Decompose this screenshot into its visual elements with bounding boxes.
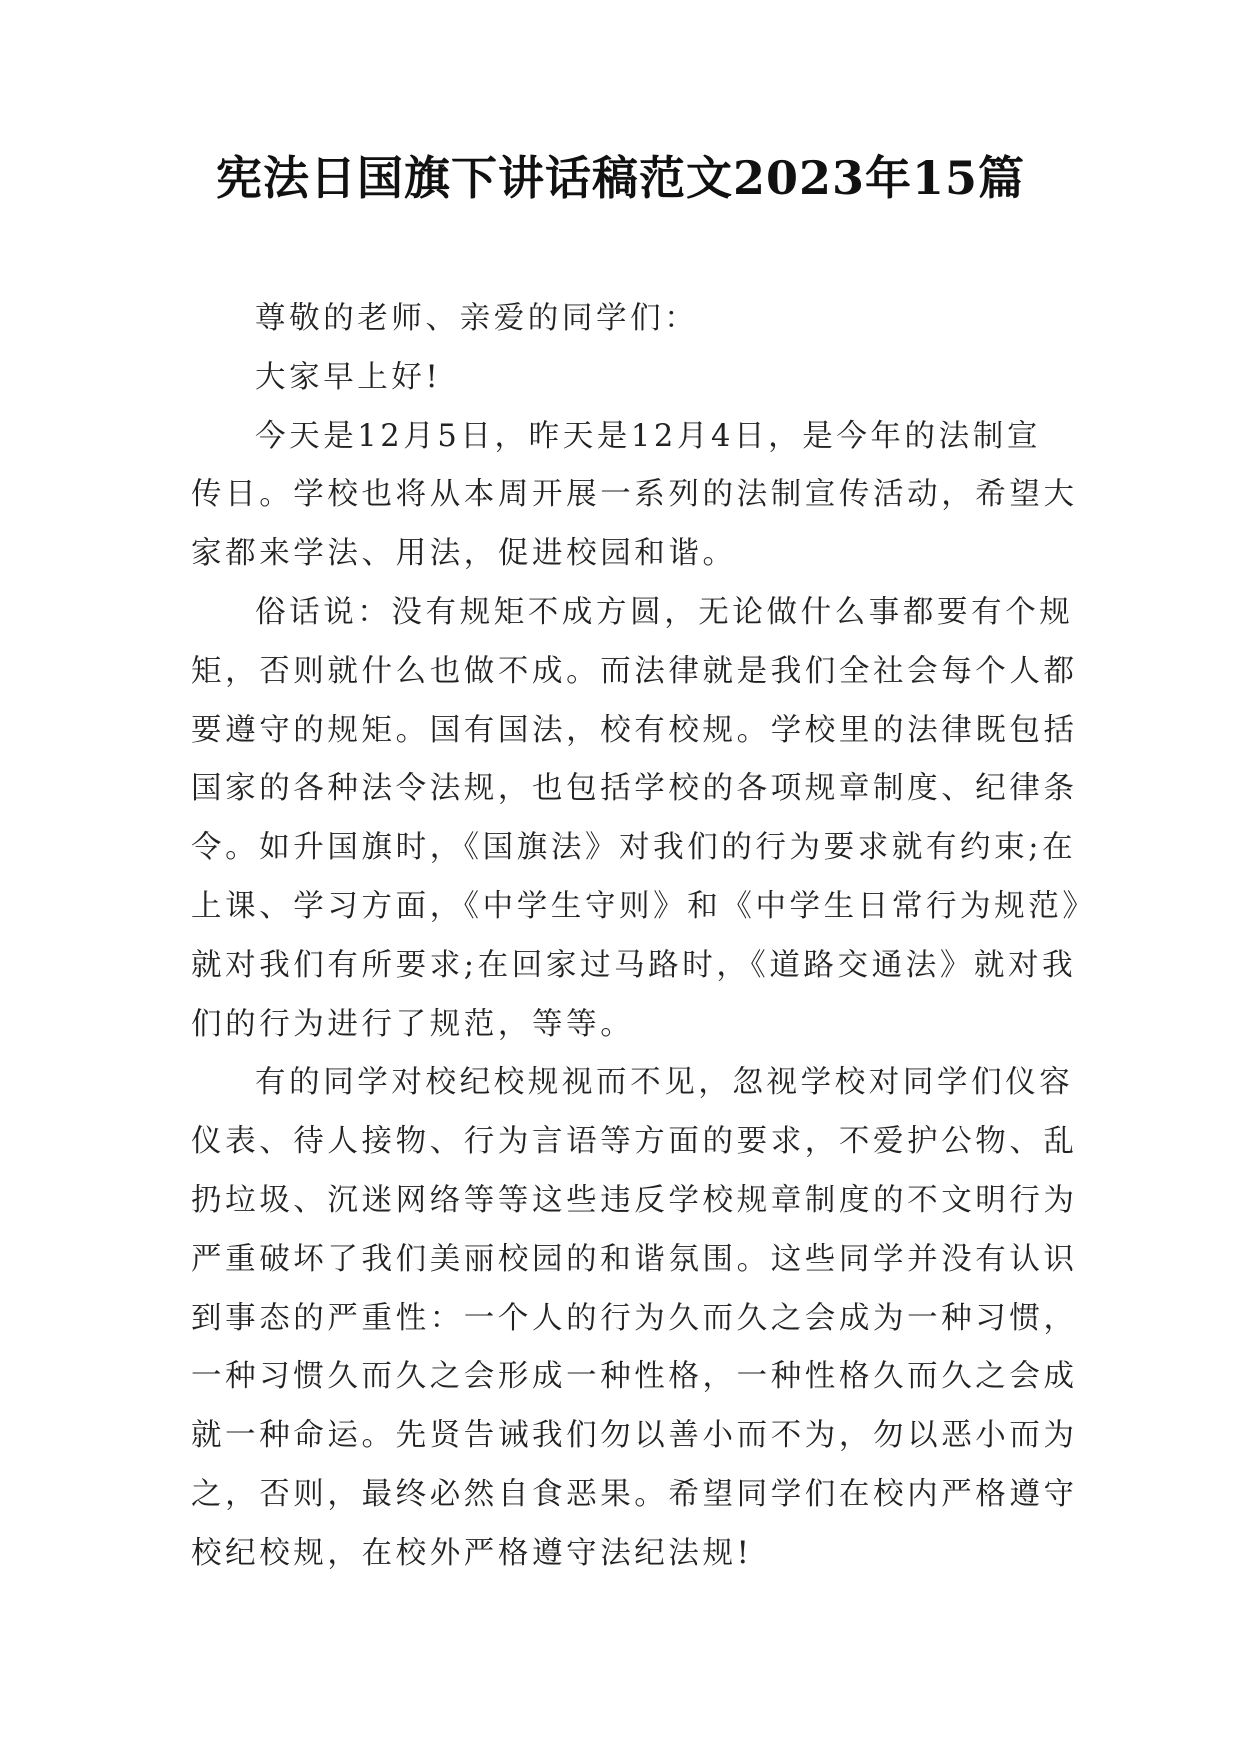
paragraph-3-line-5: 到事态的严重性：一个人的行为久而久之会成为一种习惯， xyxy=(191,1300,1078,1336)
paragraph-3-line-4: 严重破坏了我们美丽校园的和谐氛围。这些同学并没有认识 xyxy=(191,1241,1078,1277)
paragraph-2-line-2: 矩，否则就什么也做不成。而法律就是我们全社会每个人都 xyxy=(191,653,1078,689)
paragraph-2-line-1: 俗话说：没有规矩不成方圆，无论做什么事都要有个规 xyxy=(255,594,1074,630)
paragraph-1-line-3: 家都来学法、用法，促进校园和谐。 xyxy=(191,536,737,572)
paragraph-3-line-7: 就一种命运。先贤告诫我们勿以善小而不为，勿以恶小而为 xyxy=(191,1418,1078,1454)
paragraph-3-line-8: 之，否则，最终必然自食恶果。希望同学们在校内严格遵守 xyxy=(191,1476,1078,1512)
paragraph-2-line-6: 上课、学习方面，《中学生守则》和《中学生日常行为规范》 xyxy=(191,888,1097,924)
paragraph-2-line-8: 们的行为进行了规范，等等。 xyxy=(191,1006,635,1042)
document-title: 宪法日国旗下讲话稿范文2023年15篇 xyxy=(215,151,1026,205)
paragraph-salutation: 尊敬的老师、亲爱的同学们： xyxy=(255,301,699,336)
paragraph-2-line-5: 令。如升国旗时，《国旗法》对我们的行为要求就有约束;在 xyxy=(191,830,1077,866)
document-body xyxy=(191,290,1097,1584)
paragraph-2-line-3: 要遵守的规矩。国有国法，校有校规。学校里的法律既包括 xyxy=(191,712,1078,748)
paragraph-1-line-2: 传日。学校也将从本周开展一系列的法制宣传活动，希望大 xyxy=(191,477,1078,513)
paragraph-3-line-2: 仪表、待人接物、行为言语等方面的要求，不爱护公物、乱 xyxy=(191,1124,1078,1160)
paragraph-greeting: 大家早上好! xyxy=(255,359,442,395)
paragraph-2-line-4: 国家的各种法令法规，也包括学校的各项规章制度、纪律条 xyxy=(191,771,1078,807)
paragraph-1-line-1: 今天是12月5日，昨天是12月4日，是今年的法制宣 xyxy=(255,418,1041,454)
paragraph-3-line-9: 校纪校规，在校外严格遵守法纪法规! xyxy=(191,1535,753,1571)
paragraph-2-line-7: 就对我们有所要求;在回家过马路时，《道路交通法》就对我 xyxy=(191,947,1077,983)
paragraph-3-line-3: 扔垃圾、沉迷网络等等这些违反学校规章制度的不文明行为 xyxy=(191,1182,1078,1218)
paragraph-3-line-6: 一种习惯久而久之会形成一种性格，一种性格久而久之会成 xyxy=(191,1359,1078,1395)
paragraph-3-line-1: 有的同学对校纪校规视而不见，忽视学校对同学们仪容 xyxy=(255,1065,1074,1101)
